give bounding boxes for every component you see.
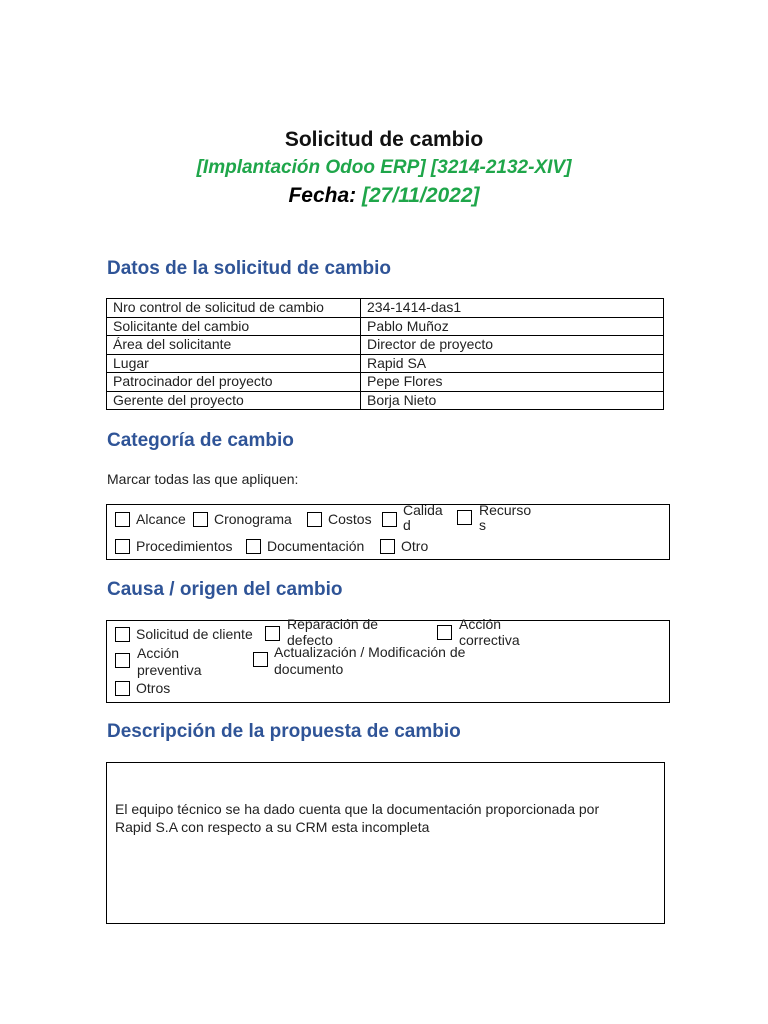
checkbox-square[interactable] bbox=[115, 539, 130, 554]
checkbox-label: Calida bbox=[403, 502, 443, 518]
checkbox-square[interactable] bbox=[265, 626, 280, 641]
checkbox-label: Cronograma bbox=[214, 511, 292, 527]
description-line: Rapid S.A con respecto a su CRM esta incompleta bbox=[115, 819, 430, 835]
table-cell-label: Solicitante del cambio bbox=[107, 317, 361, 336]
checkbox-label-cont: documento bbox=[274, 661, 344, 677]
checkbox-square[interactable] bbox=[380, 539, 395, 554]
checkbox-accion-preventiva[interactable] bbox=[115, 646, 245, 678]
checkbox-otro[interactable] bbox=[380, 539, 428, 554]
table-cell-value: Borja Nieto bbox=[361, 391, 664, 410]
table-cell-value: Director de proyecto bbox=[361, 336, 664, 355]
table-cell-value: Rapid SA bbox=[361, 354, 664, 373]
description-text bbox=[115, 800, 655, 836]
checkbox-actualizacion-documento[interactable] bbox=[253, 645, 513, 677]
project-subtitle: [Implantación Odoo ERP] [3214-2132-XIV] bbox=[196, 157, 572, 178]
table-row bbox=[107, 391, 664, 410]
checkbox-label: Acción bbox=[459, 616, 502, 632]
checkbox-label-cont: preventiva bbox=[137, 662, 202, 678]
table-cell-value: Pablo Muñoz bbox=[361, 317, 664, 336]
checkbox-label: Recurso bbox=[479, 502, 532, 518]
table-row bbox=[107, 373, 664, 392]
checkbox-square[interactable] bbox=[253, 652, 268, 667]
section-heading-categoria: Categoría de cambio bbox=[107, 430, 294, 451]
categoria-box bbox=[106, 504, 670, 560]
section-heading-datos: Datos de la solicitud de cambio bbox=[107, 258, 392, 279]
description-box[interactable] bbox=[106, 762, 665, 924]
table-row bbox=[107, 317, 664, 336]
document-title: Solicitud de cambio bbox=[284, 128, 484, 151]
checkbox-square[interactable] bbox=[115, 681, 130, 696]
checkbox-square[interactable] bbox=[193, 512, 208, 527]
checkbox-square[interactable] bbox=[115, 512, 130, 527]
table-cell-label: Área del solicitante bbox=[107, 336, 361, 355]
checkbox-square[interactable] bbox=[115, 653, 130, 668]
table-cell-label: Patrocinador del proyecto bbox=[107, 373, 361, 392]
table-cell-label: Nro control de solicitud de cambio bbox=[107, 299, 361, 318]
table-row bbox=[107, 299, 664, 318]
checkbox-square[interactable] bbox=[115, 627, 130, 642]
checkbox-solicitud-cliente[interactable] bbox=[115, 627, 253, 642]
checkbox-cronograma[interactable] bbox=[193, 512, 292, 527]
checkbox-label: Costos bbox=[328, 511, 372, 527]
checkbox-square[interactable] bbox=[307, 512, 322, 527]
checkbox-costos[interactable] bbox=[307, 512, 372, 527]
table-cell-value: Pepe Flores bbox=[361, 373, 664, 392]
checkbox-recursos[interactable] bbox=[457, 503, 547, 535]
description-line: El equipo técnico se ha dado cuenta que la documentación proporcionada por bbox=[115, 801, 600, 817]
causa-box bbox=[106, 616, 670, 703]
datos-table bbox=[106, 298, 664, 410]
checkbox-label: Actualización / Modificación de bbox=[274, 644, 466, 660]
checkbox-label: Solicitud de cliente bbox=[136, 626, 253, 642]
checkbox-label: Reparación de bbox=[287, 616, 379, 632]
date-label: Fecha: bbox=[288, 184, 362, 207]
table-cell-label: Lugar bbox=[107, 354, 361, 373]
checkbox-documentacion[interactable] bbox=[246, 539, 364, 554]
checkbox-square[interactable] bbox=[457, 510, 472, 525]
checkbox-label: Alcance bbox=[136, 511, 186, 527]
checkbox-label-cont: correctiva bbox=[459, 632, 520, 648]
checkbox-square[interactable] bbox=[382, 512, 397, 527]
checkbox-square[interactable] bbox=[246, 539, 261, 554]
table-cell-value: 234-1414-das1 bbox=[361, 299, 664, 318]
checkbox-label: Otro bbox=[401, 538, 429, 554]
checkbox-procedimientos[interactable] bbox=[115, 539, 233, 554]
table-row bbox=[107, 354, 664, 373]
checkbox-label: Otros bbox=[136, 680, 171, 696]
checkbox-calidad[interactable] bbox=[382, 503, 452, 535]
section-heading-descripcion: Descripción de la propuesta de cambio bbox=[107, 721, 461, 742]
checkbox-alcance[interactable] bbox=[115, 512, 186, 527]
checkbox-label-cont: d bbox=[403, 517, 411, 533]
date-value: [27/11/2022] bbox=[362, 184, 480, 207]
table-row bbox=[107, 336, 664, 355]
table-cell-label: Gerente del proyecto bbox=[107, 391, 361, 410]
checkbox-label: Acción bbox=[137, 645, 180, 661]
checkbox-otros[interactable] bbox=[115, 681, 170, 696]
checkbox-label: Documentación bbox=[267, 538, 365, 554]
section-heading-causa: Causa / origen del cambio bbox=[107, 579, 343, 600]
checkbox-square[interactable] bbox=[437, 625, 452, 640]
instructions-text: Marcar todas las que apliquen: bbox=[107, 471, 299, 487]
date-line bbox=[0, 184, 768, 208]
checkbox-label-cont: s bbox=[479, 517, 486, 533]
checkbox-label-cont: defecto bbox=[287, 632, 333, 648]
checkbox-label: Procedimientos bbox=[136, 538, 233, 554]
